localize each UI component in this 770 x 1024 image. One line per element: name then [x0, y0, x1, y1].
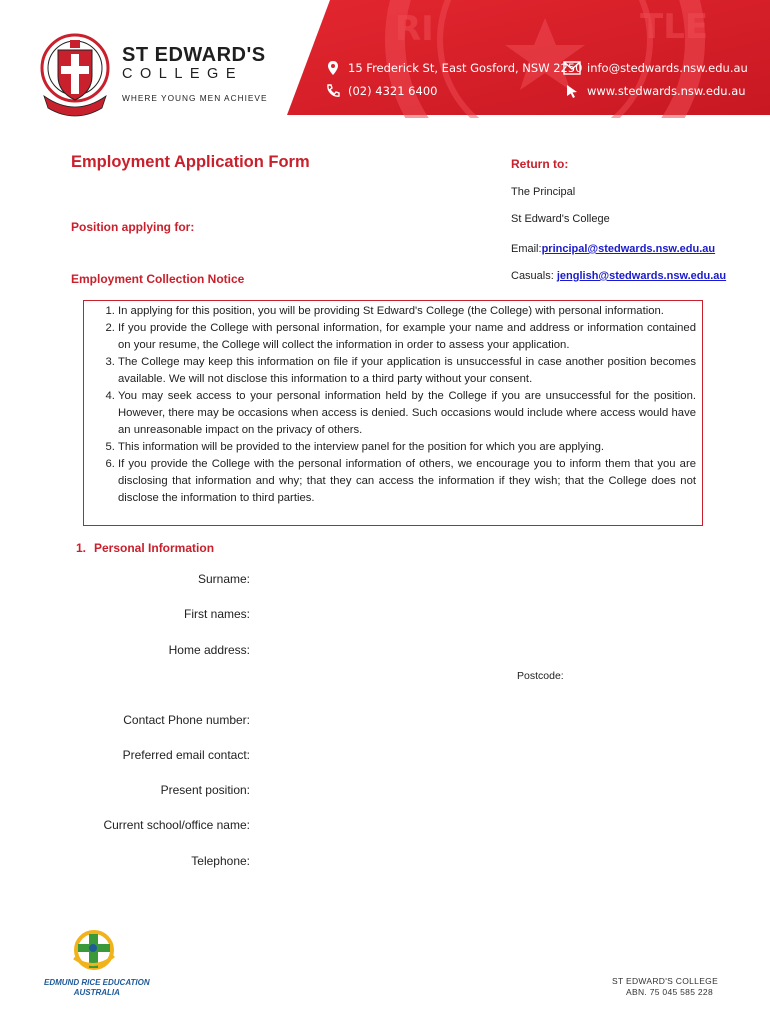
phone-text: (02) 4321 6400	[348, 84, 438, 98]
erea-line2: AUSTRALIA	[73, 988, 120, 997]
cursor-icon	[563, 83, 581, 99]
casuals-email-link[interactable]: jenglish@stedwards.nsw.edu.au	[556, 270, 727, 282]
notice-list	[84, 301, 702, 507]
return-email-label: Email:	[511, 243, 542, 255]
present-position-label: Present position:	[160, 783, 250, 797]
home-address-label: Home address:	[168, 643, 250, 657]
collection-notice-heading: Employment Collection Notice	[71, 272, 245, 286]
footer-college-info	[612, 976, 718, 998]
first-names-label: First names:	[183, 607, 250, 621]
notice-item: 3. The College may keep this information on file if your application is unsuccessful in case another position becomes available. We will not disclose this information to a third party without your consent.	[118, 354, 696, 388]
svg-text:TLE: TLE	[640, 7, 709, 47]
current-school-label: Current school/office name:	[103, 818, 250, 832]
return-to-heading: Return to:	[511, 157, 569, 171]
principal-email-link[interactable]: principal@stedwards.nsw.edu.au	[541, 243, 716, 255]
surname-label: Surname:	[197, 572, 250, 586]
collection-notice-box	[83, 300, 703, 526]
svg-text:RI: RI	[395, 9, 434, 49]
notice-item: 4. You may seek access to your personal information held by the College if you are unsuccessful for the position. However, there may be occasions when access is denied. Such occasions would include where access would have an unreasonable impact on the privacy of others.	[118, 388, 696, 439]
telephone-label: Telephone:	[191, 854, 250, 868]
website-row[interactable]	[563, 83, 746, 99]
casuals-label: Casuals:	[511, 270, 554, 282]
erea-line1: EDMUND RICE EDUCATION	[44, 978, 150, 987]
notice-item: 2. If you provide the College with personal information, for example your name and address or information contained on your resume, the College will collect the information in order to assess your application.	[118, 320, 696, 354]
college-tagline: WHERE YOUNG MEN ACHIEVE	[122, 93, 268, 103]
erea-caption	[44, 978, 150, 998]
address-text: 15 Frederick St, East Gosford, NSW 2250	[348, 61, 583, 75]
location-pin-icon	[324, 60, 342, 76]
page-title: Employment Application Form	[71, 153, 310, 171]
contact-phone-label: Contact Phone number:	[123, 713, 250, 727]
position-applying-label: Position applying for:	[71, 220, 195, 234]
notice-item: 6. If you provide the College with the personal information of others, we encourage you to inform them that you are disclosing that information and why; that they can access the information if they wish; that the College does not disclose the information to third parties.	[118, 456, 696, 507]
address-row	[324, 60, 583, 76]
return-email	[511, 243, 715, 255]
section-number: 1.	[76, 541, 87, 555]
phone-row	[324, 83, 437, 99]
college-subtitle: COLLEGE	[122, 66, 243, 82]
notice-item: 5. This information will be provided to the interview panel for the position for which you are applying.	[118, 439, 696, 456]
return-line-principal: The Principal	[511, 186, 576, 198]
email-text[interactable]: info@stedwards.nsw.edu.au	[587, 61, 748, 75]
phone-icon	[324, 83, 342, 99]
preferred-email-label: Preferred email contact:	[122, 748, 250, 762]
email-row[interactable]	[563, 60, 748, 76]
college-crest-logo	[36, 26, 114, 120]
header-banner	[0, 0, 770, 118]
section-title: Personal Information	[94, 541, 215, 555]
website-text[interactable]: www.stedwards.nsw.edu.au	[587, 84, 746, 98]
edmund-rice-logo	[68, 928, 118, 976]
postcode-label: Postcode:	[517, 670, 564, 682]
footer-abn: ABN. 75 045 585 228	[626, 987, 713, 997]
notice-item: 1. In applying for this position, you will be providing St Edward's College (the College) with personal information.	[118, 303, 696, 320]
return-line-college: St Edward's College	[511, 213, 610, 225]
footer-college-name: ST EDWARD'S COLLEGE	[612, 976, 719, 986]
return-casuals	[511, 270, 726, 282]
personal-info-heading	[76, 541, 214, 555]
college-name: ST EDWARD'S	[122, 44, 266, 66]
envelope-icon	[563, 60, 581, 76]
